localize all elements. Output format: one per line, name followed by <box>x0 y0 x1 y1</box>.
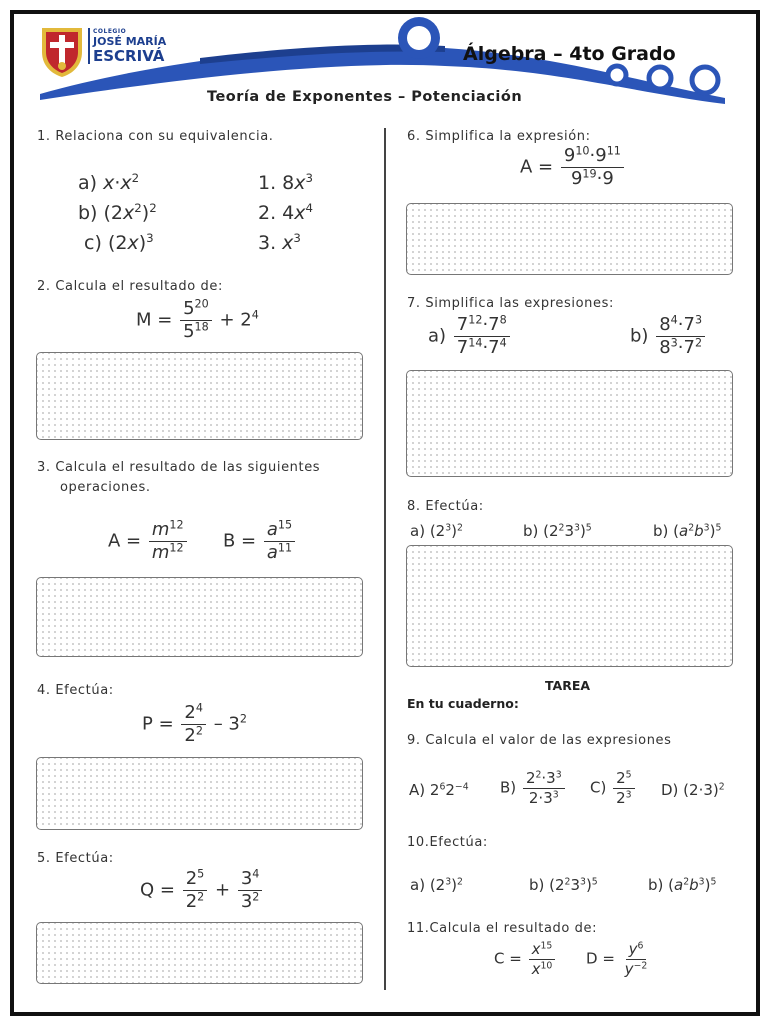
q6-expression: A = $\frac{9^{10}\cdot 9^{11}}{9^{19}\cdot 9}$ <box>520 146 626 189</box>
tarea-cuaderno: En tu cuaderno: <box>407 696 519 711</box>
q8-item-b: b) $(2^23^3)^5$ <box>523 522 592 540</box>
logo-divider <box>88 28 90 64</box>
q9-title: 9. Calcula el valor de las expresiones <box>407 733 672 748</box>
logo-small-text: COLEGIO <box>93 28 127 35</box>
q2-title: 2. Calcula el resultado de: <box>37 279 223 294</box>
q6-answer-box[interactable] <box>406 203 733 275</box>
q5-expression: Q = $\frac{2^5}{2^2}$ + $\frac{3^4}{3^2}$ <box>140 869 264 912</box>
q10-title: 10.Efectúa: <box>407 835 488 850</box>
q3-title-line2: operaciones. <box>60 480 151 495</box>
q3-expressions: A = $\frac{m^{12}}{m^{12}}$ B = $\frac{a^{15}}{a^{11}}$ <box>108 520 297 563</box>
q7-expression-b: b) $\frac{8^4\cdot 7^3}{8^3\cdot 7^2}$ <box>630 315 707 358</box>
logo-name-line1: JOSÉ MARÍA <box>93 35 167 48</box>
q9-item-d: D) $(2\cdot 3)^2$ <box>661 781 725 799</box>
q10-item-c: b) $(a^2b^3)^5$ <box>648 876 717 894</box>
q1-title: 1. Relaciona con su equivalencia. <box>37 129 274 144</box>
q4-title: 4. Efectúa: <box>37 683 114 698</box>
q1-left-list: a) $x\cdot x^2$ b) $(2x^2)^2$ c) $(2x)^3$ <box>78 170 157 254</box>
q8-title: 8. Efectúa: <box>407 499 484 514</box>
q5-title: 5. Efectúa: <box>37 851 114 866</box>
q11-item-c: C = $\frac{x^{15}}{x^{10}}$ <box>494 941 557 977</box>
q3-answer-box[interactable] <box>36 577 363 657</box>
q4-answer-box[interactable] <box>36 757 363 830</box>
column-divider <box>384 128 386 990</box>
q10-item-a: a) $(2^3)^2$ <box>410 876 463 894</box>
q11-item-d: D = $\frac{y^6}{y^{-2}}$ <box>586 940 648 978</box>
q11-title: 11.Calcula el resultado de: <box>407 921 598 936</box>
q7-expression-a: a) $\frac{7^{12}\cdot 7^8}{7^{14}\cdot 7^4}$ <box>428 315 512 358</box>
school-crest-icon <box>38 22 86 78</box>
q8-answer-box[interactable] <box>406 545 733 667</box>
q9-item-b: B) $\frac{2^2\cdot 3^3}{2\cdot 3^3}$ <box>500 770 567 806</box>
q2-expression: M = $\frac{5^{20}}{5^{18}}$ + $2^4$ <box>136 297 259 342</box>
q8-item-c: b) $(a^2b^3)^5$ <box>653 522 722 540</box>
q6-title: 6. Simplifica la expresión: <box>407 129 591 144</box>
q1-right-list: 1. $8x^3$ 2. $4x^4$ 3. $x^3$ <box>258 170 314 254</box>
page-title: Álgebra – 4to Grado <box>463 43 676 65</box>
q7-answer-box[interactable] <box>406 370 733 477</box>
q2-answer-box[interactable] <box>36 352 363 440</box>
q3-title-line1: 3. Calcula el resultado de las siguientes <box>37 460 321 475</box>
tarea-heading: TAREA <box>545 678 591 693</box>
logo-name-line2: ESCRIVÁ <box>93 47 165 65</box>
q7-title: 7. Simplifica las expresiones: <box>407 296 614 311</box>
q9-item-c: C) $\frac{2^5}{2^3}$ <box>590 770 637 806</box>
q4-expression: P = $\frac{2^4}{2^2}$ – $3^2$ <box>142 701 247 746</box>
q8-item-a: a) $(2^3)^2$ <box>410 522 463 540</box>
q5-answer-box[interactable] <box>36 922 363 984</box>
q10-item-b: b) $(2^23^3)^5$ <box>529 876 598 894</box>
q9-item-a: A) $2^62^{-4}$ <box>409 781 469 799</box>
page-subtitle: Teoría de Exponentes – Potenciación <box>207 89 523 105</box>
